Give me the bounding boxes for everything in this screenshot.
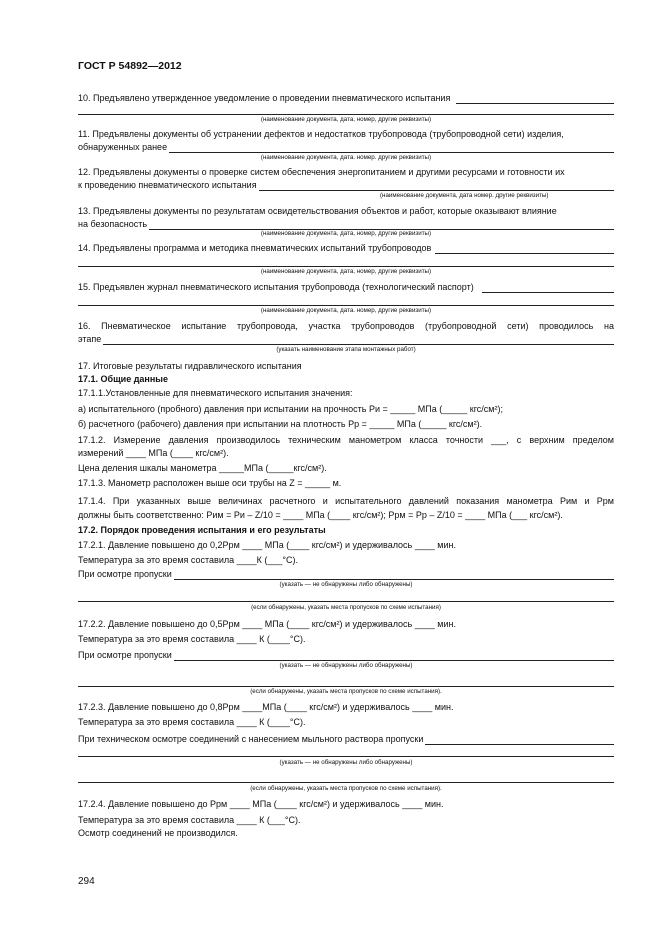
section-17-2: 17.2. Порядок проведения испытания и его результаты xyxy=(78,525,326,535)
field-caption: (указать — не обнаружены либо обнаружены) xyxy=(279,581,413,588)
field-caption: (если обнаружены, указать места пропусков по схеме испытания) xyxy=(251,604,441,611)
fill-line[interactable] xyxy=(78,686,614,687)
field-caption: (указать наименование этапа монтажных работ) xyxy=(276,346,416,353)
page-number: 294 xyxy=(78,876,95,887)
fill-line[interactable] xyxy=(174,570,614,580)
field-caption: (указать — не обнаружены либо обнаружены) xyxy=(279,759,413,766)
item-15: 15. Предъявлен журнал пневматического испытания трубопровода (технологический паспорт) xyxy=(78,282,614,293)
field-caption: (наименование документа, дата. номер, другие реквизиты) xyxy=(260,307,432,314)
section-17-1: 17.1. Общие данные xyxy=(78,374,168,384)
fill-line[interactable] xyxy=(78,114,614,115)
item-17: 17. Итоговые результаты гидравлического испытания xyxy=(78,361,302,371)
fill-line[interactable] xyxy=(78,601,614,602)
fill-line[interactable] xyxy=(435,244,614,254)
field-caption: (наименование документа, дата, номер, другие реквизиты) xyxy=(260,230,432,237)
fill-line[interactable] xyxy=(169,143,614,153)
fill-line[interactable] xyxy=(259,181,614,191)
fill-line[interactable] xyxy=(78,756,614,757)
field-caption: (наименование документа, дата. номер. другие реквизиты) xyxy=(260,154,432,161)
page-header: ГОСТ Р 54892—2012 xyxy=(78,60,182,72)
field-caption: (наименование документа, дата номер. другие реквизиты) xyxy=(380,192,549,199)
fill-line[interactable] xyxy=(78,266,614,267)
fill-line[interactable] xyxy=(482,283,614,293)
field-caption: (если обнаружены, указать места пропусков по схеме испытания). xyxy=(250,688,442,695)
fill-line[interactable] xyxy=(78,782,614,783)
fill-line[interactable] xyxy=(78,305,614,306)
item-13: 13. Предъявлены документы по результатам освидетельствования объектов и работ, которые оказывают влияние xyxy=(78,206,557,216)
field-caption: (указать — не обнаружены либо обнаружены) xyxy=(279,662,413,669)
document-page: ГОСТ Р 54892—2012 10. Предъявлено утвержденное уведомление о проведении пневматического испытания (наименование документа, дата, номер, другие реквизиты) 11. Предъявлены документы об устранении дефектов и недостатков трубопровода (трубопроводной сети) изделия, обнаруженных ранее (наименование документа, дата. номер. другие реквизиты) 12. Предъявлены документы о проверке систем обеспечения энергопитанием и другими ресурсами и готовности их к проведению пневматического испытания (наименование документа, дата номер. другие реквизиты) 13. Предъявлены документы по результатам освидетельствования объектов и работ, которые оказывают влияние на безопасность (наименование документа, дата, номер, другие реквизиты) 14. Предъявлены программа и методика пневматических испытаний трубопроводов (наименование документа, дата, номер, другие реквизиты) 15. Предъявлен журнал пневматического испытания трубопровода (технологический паспорт) (наименование документа, дата. номер, другие реквизиты) 16. Пневматическое испытание трубопровода, участка трубопроводов (трубопроводной сети) проводилось на этапе (указать наименование этапа монтажных работ) 17. Итоговые результаты гидравлического испытания 17.1. Общие данные 17.1.1.Установленные для пневматического испытания значения: а) испытательного (пробного) давления при испытании на прочность Pи = _____ МПа (_____ кгс/см²); б) расчетного (рабочего) давления при испытании на плотность Pр = _____ МПа (_____ кгс/см²). 17.1.2. Измерение давления производилось техническим манометром класса точности ___, с верхним пределом измерений ____ МПа (____ кгс/см²). Цена деления шкалы манометра _____МПа (_____кгс/см²). 17.1.3. Манометр расположен выше оси трубы на Z = _____ м. 17.1.4. При указанных выше величинах расчетного и испытательного давлений показания манометра Pим и Pрм должны быть соответственно: Pим = Pи – Z/10 = ____ МПа (____ кгс/см²); Pрм = Pр – Z/10 = ____ МПа (___ кгс/см²). 17.2. Порядок проведения испытания и его результаты 17.2.1. Давление повышено до 0,2Pрм ____ МПа (____ кгс/см²) и удерживалось ____ мин. Температура за это время составила ____К (___°С). При осмотре пропуски (указать — не обнаружены либо обнаружены) (если обнаружены, указать места пропусков по схеме испытания) 17.2.2. Давление повышено до 0,5Pрм ____ МПа (____ кгс/см²) и удерживалось ____ мин. Температура за это время составила ____ К (____°С). При осмотре пропуски (указать — не обнаружены либо обнаружены) (если обнаружены, указать места пропусков по схеме испытания). 17.2.3. Давление повышено до 0,8Pрм ____МПа (____ кгс/см²) и удерживалось ____ мин. Температура за это время составила ____ К (____°С). При техническом осмотре соединений с нанесением мыльного раствора пропуски (указать — не обнаружены либо обнаружены) (если обнаружены, указать места пропусков по схеме испытания). 17.2.4. Давление повышено до Pрм ____ МПа (____ кгс/см²) и удерживалось ____ мин. Температура за это время составила ____ К (___°С). Осмотр соединений не производился. 294 xyxy=(78,60,614,887)
fill-line[interactable] xyxy=(103,335,614,345)
item-10: 10. Предъявлено утвержденное уведомление о проведении пневматического испытания xyxy=(78,93,614,104)
fill-line[interactable] xyxy=(456,94,614,104)
field-caption: (наименование документа, дата, номер, другие реквизиты) xyxy=(260,116,432,123)
fill-line[interactable] xyxy=(149,220,614,230)
field-caption: (наименование документа, дата, номер, другие реквизиты) xyxy=(260,268,432,275)
fill-line[interactable] xyxy=(425,735,614,745)
item-14: 14. Предъявлены программа и методика пневматических испытаний трубопроводов xyxy=(78,243,614,254)
field-caption: (если обнаружены, указать места пропусков по схеме испытания). xyxy=(250,785,442,792)
item-12: 12. Предъявлены документы о проверке систем обеспечения энергопитанием и другими ресурсами и готовности их xyxy=(78,167,565,177)
item-11: 11. Предъявлены документы об устранении дефектов и недостатков трубопровода (трубопроводной сети) изделия, xyxy=(78,129,564,139)
item-16: 16. Пневматическое испытание трубопровода, участка трубопроводов (трубопроводной сети) проводилось на xyxy=(78,321,614,331)
fill-line[interactable] xyxy=(174,651,614,661)
